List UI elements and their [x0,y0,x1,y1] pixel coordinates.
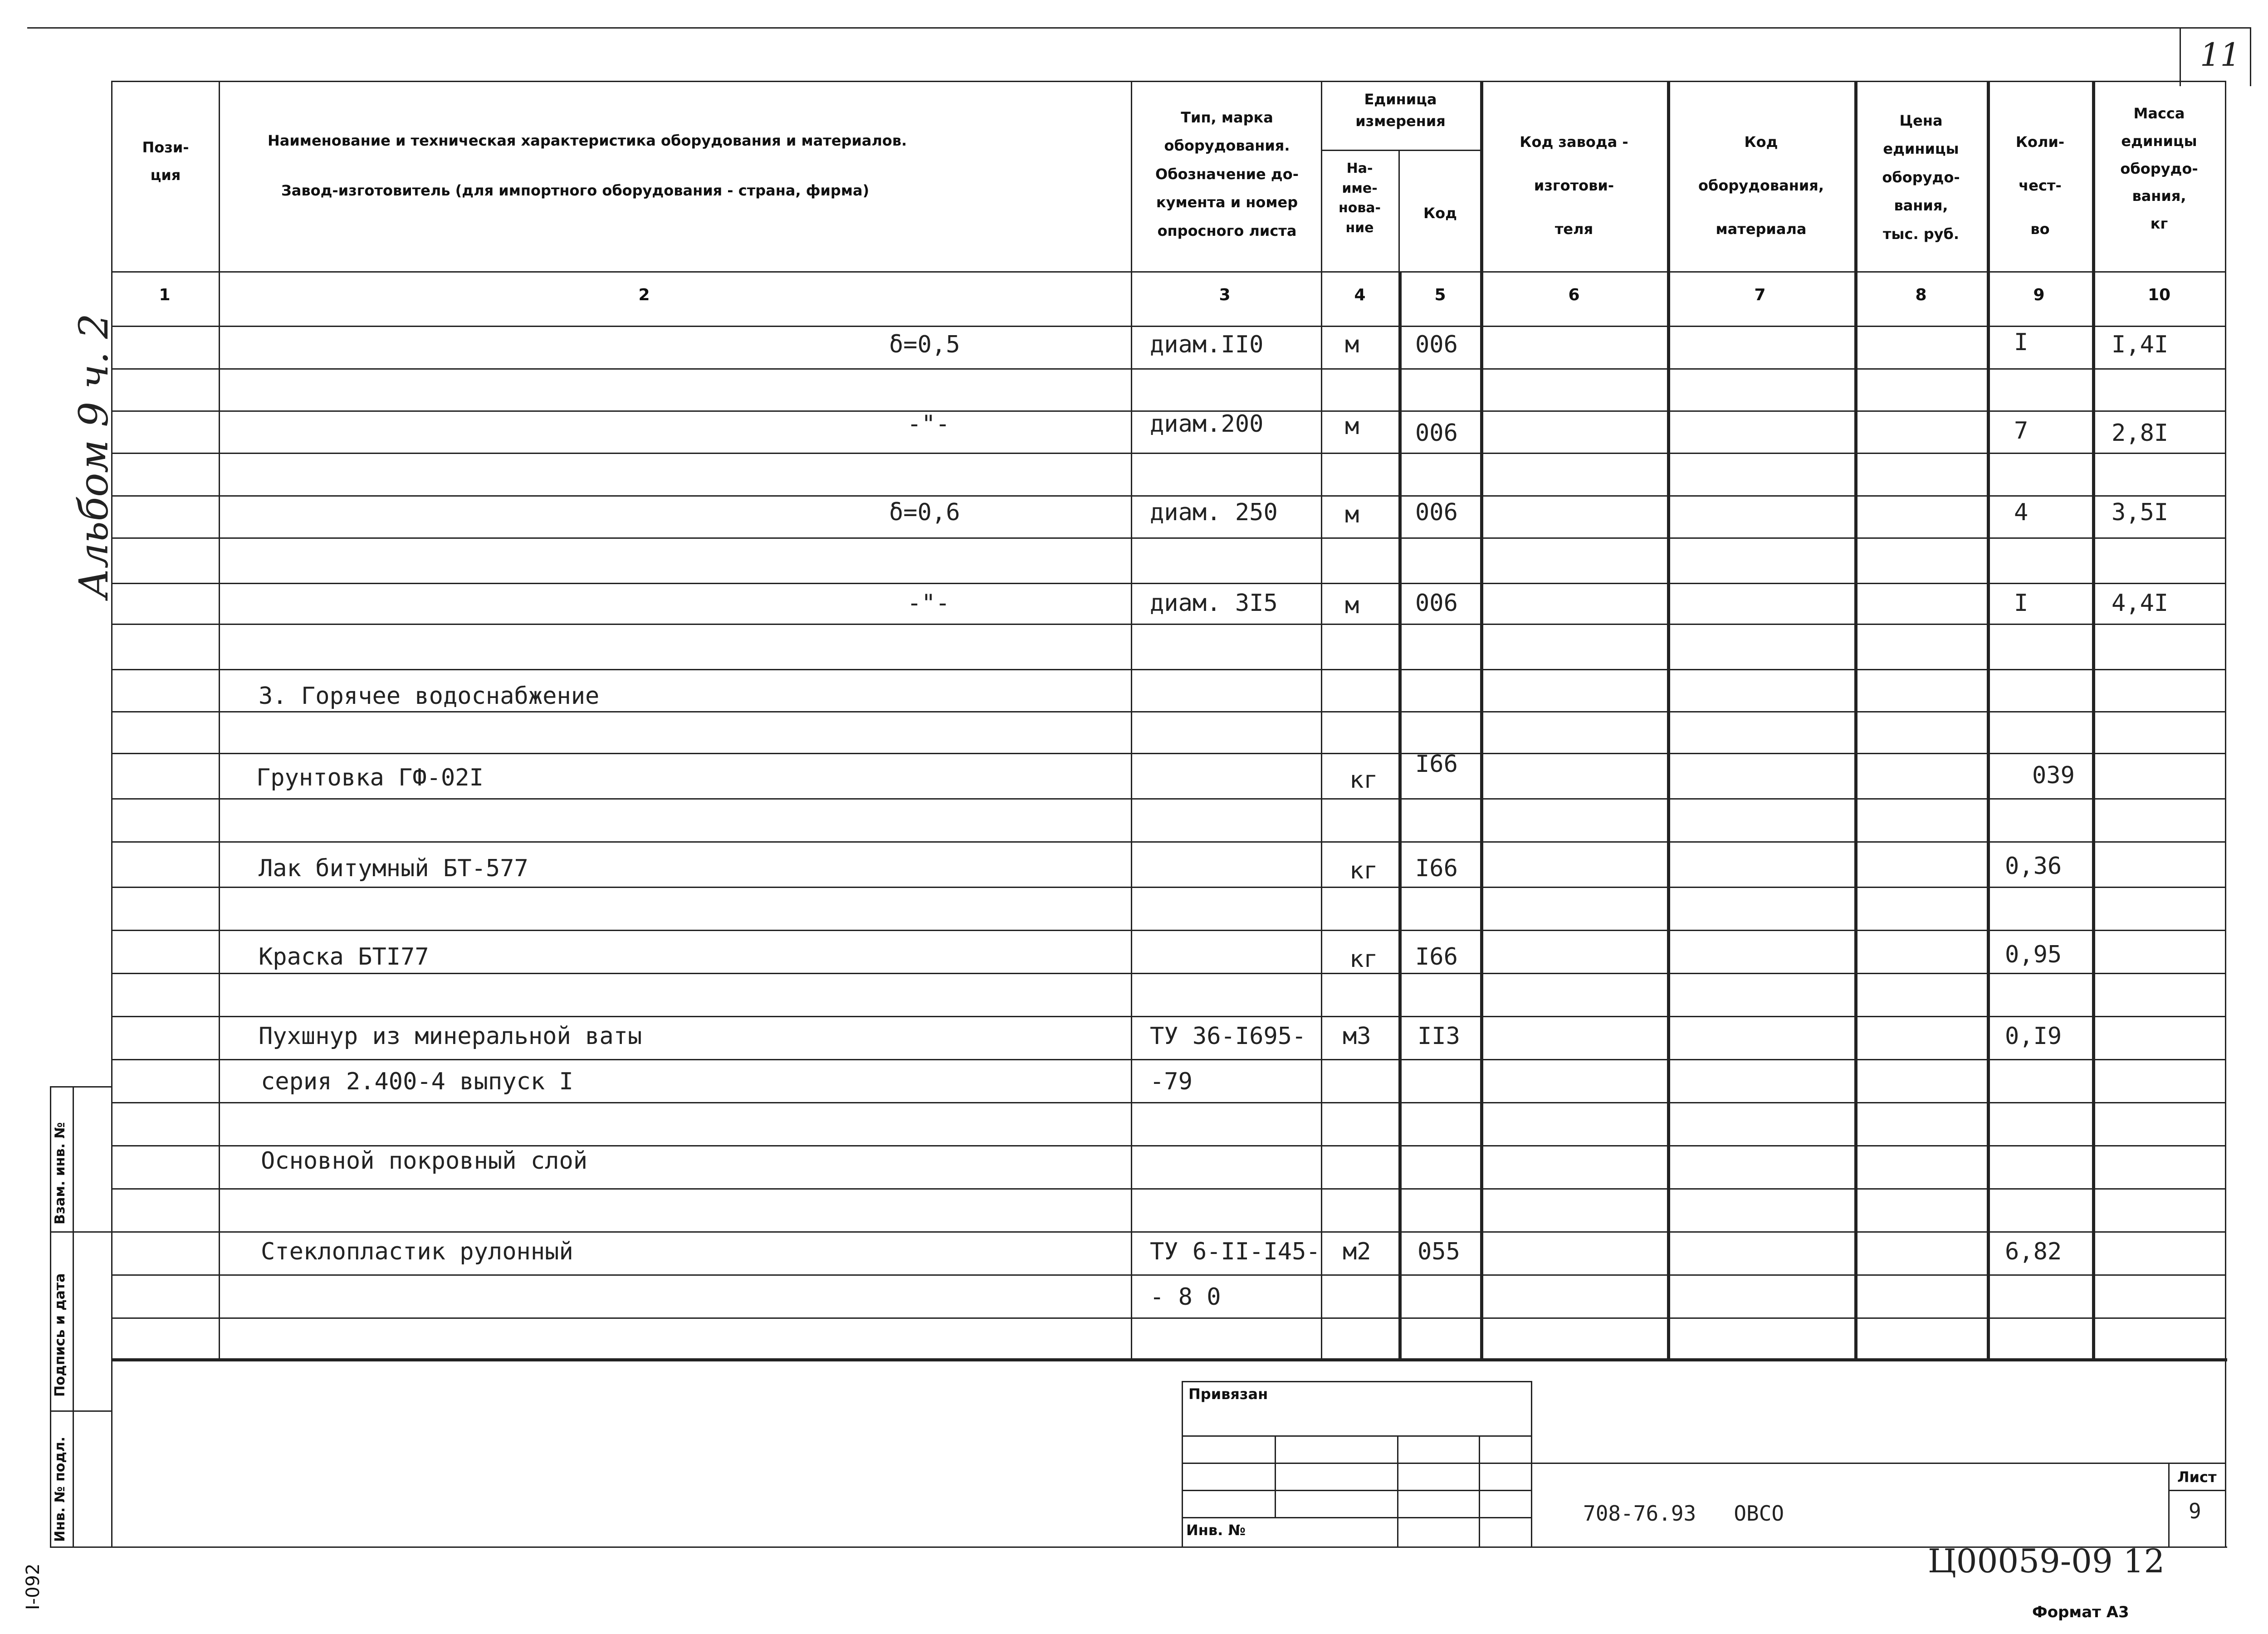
table-cell-type: диам.II0 [1150,331,1264,358]
table-cell-qty: 4 [2014,499,2028,526]
table-cell-name: серия 2.400-4 выпуск I [261,1068,573,1095]
side-stamp-inv: Инв. № подл. [52,1436,68,1542]
row-line [111,1188,2225,1190]
stamp-line-v [1397,1435,1398,1546]
table-cell-code: 006 [1415,331,1458,358]
table-cell-unit: м [1345,501,1359,528]
table-cell-type: диам. 3I5 [1150,590,1278,617]
col-line-9 [2092,81,2095,1360]
row-line [111,753,2225,754]
col-line-6 [1667,81,1670,1360]
col-line-4 [1398,150,1400,271]
stamp-line-v [1275,1435,1276,1517]
table-cell-qty: 0,36 [2005,853,2062,880]
table-cell-name: Краска БТI77 [259,943,429,971]
stamp-line-v [1182,1381,1183,1546]
col-line-0 [111,81,112,1546]
col-line-2 [1131,81,1132,1360]
row-line [111,453,2225,454]
table-cell-name: -"- [907,410,950,438]
row-line [111,930,2225,931]
table-cell-type: диам. 250 [1150,499,1278,526]
format-label: Формат А3 [2032,1603,2129,1621]
table-cell-code: I66 [1415,855,1458,882]
table-cell-code: 006 [1415,499,1458,526]
header-name-line2: Завод-изготовитель (для импортного оборудования - страна, фирма) [281,182,870,199]
table-cell-name: Грунтовка ГФ-02I [256,764,484,791]
header-bottom-line [111,271,2225,273]
side-stamp-left-line [50,1086,51,1546]
header-type: Тип, марка оборудования. Обозначение до- кумента и номер опросного листа [1155,109,1299,239]
header-quantity: Коли- чест- во [2015,133,2065,238]
row-line [111,669,2225,670]
row-line [111,583,2225,584]
section-heading: 3. Горячее водоснабжение [259,683,600,710]
row-line [111,841,2225,843]
stamp-doc-code: 708-76.93 ОВСО [1583,1501,1784,1526]
col-number: 7 [1754,286,1766,304]
table-cell-mass: I,4I [2112,331,2169,358]
table-cell-type: ТУ 36-I695- [1150,1023,1306,1050]
row-line [111,798,2225,800]
table-cell-code: 006 [1415,419,1458,447]
row-line [111,1274,2225,1276]
col-number: 6 [1568,286,1580,304]
row-line [111,711,2225,712]
top-border-line [27,27,2250,29]
col-number: 3 [1219,286,1231,304]
side-stamp-line [50,1231,111,1233]
col-line-3 [1321,81,1322,1360]
table-cell-name: Стеклопластик рулонный [261,1238,573,1265]
row-line [111,1145,2225,1146]
table-cell-type: ТУ 6-II-I45- [1150,1238,1320,1265]
col-line-10 [2225,81,2226,1546]
table-cell-type: - 8 0 [1150,1283,1221,1311]
stamp-list-value: 9 [2189,1499,2201,1523]
stamp-line [2168,1490,2225,1491]
header-unit-name: На- име- нова- ние [1338,161,1381,236]
table-cell-qty: 6,82 [2005,1238,2062,1265]
table-cell-name: δ=0,6 [889,499,960,526]
header-price: Цена единицы оборудо- вания, тыс. руб. [1882,112,1960,243]
col-number: 5 [1434,286,1446,304]
stamp-line-v [2168,1463,2170,1546]
unit-group-line [1321,150,1480,151]
stamp-line [1182,1381,1531,1382]
table-cell-code: 055 [1418,1238,1460,1265]
header-mass: Масса единицы оборудо- вания, кг [2120,105,2198,233]
sheet-number-box-left [2180,27,2181,86]
table-cell-mass: 4,4I [2112,590,2169,617]
side-stamp-vzam: Взам. инв. № [52,1122,68,1224]
row-line [111,1317,2225,1319]
stamp-list-label: Лист [2177,1468,2217,1486]
table-cell-unit: кг [1349,946,1378,973]
sheet-number-top: 11 [2200,36,2241,73]
table-bottom-line [111,1358,2227,1361]
row-line [111,973,2225,974]
col-line-7 [1854,81,1857,1360]
table-cell-name: Основной покровный слой [261,1147,588,1175]
header-equipment-code: Код оборудования, материала [1698,133,1824,238]
col-number: 4 [1354,286,1366,304]
col-number: 10 [2147,286,2171,304]
table-cell-name: Лак битумный БТ-577 [259,855,528,882]
side-stamp-line [50,1086,111,1088]
col-line-5 [1480,81,1483,1360]
row-line [111,624,2225,625]
table-cell-unit: м [1345,413,1359,440]
frame-bottom-line [50,1546,2227,1548]
stamp-line-v [1531,1381,1532,1546]
row-line [111,495,2225,497]
row-line [111,887,2225,888]
header-unit-code: Код [1423,205,1457,222]
col-line-1 [219,81,220,1360]
table-cell-qty: I [2014,590,2028,617]
table-cell-qty: 0,95 [2005,941,2062,968]
side-stamp-line [50,1410,111,1412]
table-cell-qty: 039 [2032,762,2075,789]
table-cell-unit: м3 [1343,1023,1371,1050]
col-number: 1 [159,286,171,304]
table-cell-type: диам.200 [1150,410,1264,438]
table-cell-unit: м2 [1343,1238,1371,1265]
stamp-inv-no: Инв. № [1186,1522,1246,1539]
header-name-line1: Наименование и техническая характеристика оборудования и материалов. [268,132,907,149]
col-number: 8 [1915,286,1927,304]
table-cell-code: I66 [1415,751,1458,778]
table-top-line [111,81,2225,82]
table-cell-unit: кг [1349,766,1378,794]
table-cell-unit: кг [1349,857,1378,884]
side-stamp-mid-line [73,1086,74,1546]
table-cell-qty: 7 [2014,417,2028,444]
table-cell-name: -"- [907,590,950,617]
bottom-code: Ц00059-09 12 [1928,1542,2165,1580]
side-stamp-podpis: Подпись и дата [52,1273,68,1397]
row-line [111,1059,2225,1060]
table-cell-type: -79 [1150,1068,1193,1095]
col-number: 2 [638,286,650,304]
table-cell-code: I66 [1415,943,1458,971]
table-cell-qty: 0,I9 [2005,1023,2062,1050]
table-cell-code: II3 [1418,1023,1460,1050]
table-cell-unit: м [1345,592,1359,619]
row-line [111,537,2225,539]
row-line [111,368,2225,370]
stamp-privyazan: Привязан [1188,1385,1268,1403]
table-cell-qty: I [2014,329,2028,356]
stamp-line [1531,1463,2225,1464]
sheet-number-box-right [2250,27,2251,86]
table-cell-mass: 3,5I [2112,499,2169,526]
header-position: Пози- ция [142,139,189,184]
stamp-line-v [1479,1435,1480,1546]
header-factory-code: Код завода - изготови- теля [1520,133,1628,238]
row-line [111,1016,2225,1017]
album-label: Альбом 9 ч. 2 [70,313,117,599]
numbers-bottom-line [111,326,2225,327]
table-cell-code: 006 [1415,590,1458,617]
table-cell-name: δ=0,5 [889,331,960,358]
row-line [111,1231,2225,1233]
table-cell-unit: м [1345,331,1359,358]
col-number: 9 [2033,286,2045,304]
header-unit-group: Единица измерения [1355,91,1446,130]
col-line-8 [1987,81,1990,1360]
table-cell-mass: 2,8I [2112,419,2169,447]
table-cell-name: Пухшнур из минеральной ваты [259,1023,642,1050]
margin-code: I-092 [23,1563,44,1610]
row-line [111,1102,2225,1103]
col-line-4b [1398,271,1402,1360]
